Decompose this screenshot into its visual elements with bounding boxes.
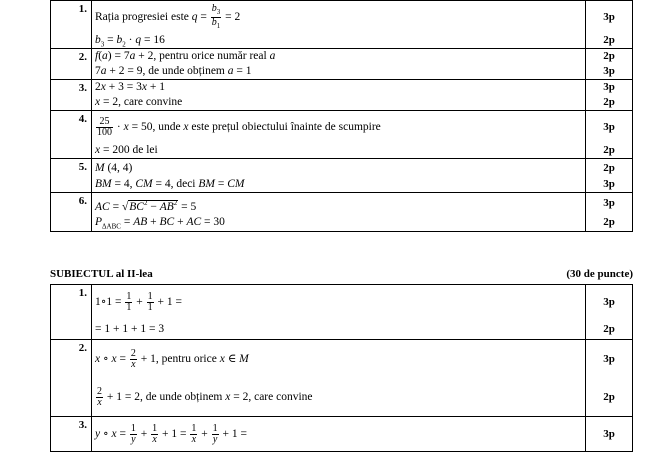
score: 3p bbox=[603, 81, 615, 93]
score: 3p bbox=[603, 178, 615, 190]
score: 3p bbox=[603, 197, 615, 209]
table-row bbox=[51, 417, 633, 452]
solution-line: y ∘ x = $\frac{1}{y}$ + $\frac{1}{x}$ + 1 = $\frac{1}{x}$ + $\frac{1}{y}$ + 1 = bbox=[95, 422, 247, 445]
solution-line: AC = $√BC^2 - AB^2 = 5$ bbox=[95, 199, 197, 213]
score: 2p bbox=[603, 216, 615, 228]
item-number: 6. bbox=[51, 193, 92, 232]
score: 2p bbox=[603, 34, 615, 46]
section1-table bbox=[50, 0, 633, 232]
item-number: 3. bbox=[51, 80, 92, 111]
table-row bbox=[51, 159, 633, 193]
table-row bbox=[51, 193, 633, 232]
solution-line: $\frac{25}{100}$ · x = 50, unde x este prețul obiectului înainte de scumpire bbox=[97, 115, 381, 138]
solution-line: x = 2, care convine bbox=[95, 96, 183, 108]
score: 3p bbox=[603, 353, 615, 365]
solution-line: BM = 4, CM = 4, deci BM = CM bbox=[95, 178, 245, 190]
solution-line: 2x + 3 = 3x + 1 bbox=[95, 81, 165, 93]
score: 3p bbox=[603, 121, 615, 133]
score: 2p bbox=[603, 144, 615, 156]
solution-line: = 1 + 1 + 1 = 3 bbox=[95, 323, 165, 335]
table-row bbox=[51, 49, 633, 80]
item-number: 4. bbox=[51, 111, 92, 159]
item-number: 3. bbox=[51, 417, 92, 452]
solution-line: $\frac{2}{x}$ + 1 = 2, de unde obținem x = 2, care convine bbox=[97, 385, 313, 408]
table-row bbox=[51, 80, 633, 111]
solution-line: 1∘1 = $\frac{1}{1}$ + $\frac{1}{1}$ + 1 = bbox=[95, 290, 182, 313]
table-row bbox=[51, 111, 633, 159]
table-row bbox=[51, 285, 633, 340]
score: 2p bbox=[603, 162, 615, 174]
solution-line: x ∘ x = $\frac{2}{x}$ + 1, pentru orice x ∈ M bbox=[95, 347, 249, 370]
table-row bbox=[51, 1, 633, 49]
item-number: 1. bbox=[51, 285, 92, 340]
item-number: 2. bbox=[51, 49, 92, 80]
solution-line: $P_{\Delta ABC}$ = AB + BC + AC = 30 bbox=[95, 216, 225, 231]
score: 3p bbox=[603, 428, 615, 440]
score: 2p bbox=[603, 50, 615, 62]
section2-table bbox=[50, 284, 633, 452]
section-title: SUBIECTUL al II-lea bbox=[50, 268, 153, 280]
solution-line: M (4, 4) bbox=[95, 162, 133, 174]
table-row bbox=[51, 340, 633, 417]
section-heading bbox=[50, 268, 633, 282]
score: 2p bbox=[603, 323, 615, 335]
item-number: 5. bbox=[51, 159, 92, 193]
solution-line: Rația progresiei este q = $\frac{b_3}{b_1}$ = 2 bbox=[95, 2, 241, 30]
solution-line: 7a + 2 = 9, de unde obținem a = 1 bbox=[95, 65, 252, 77]
score: 3p bbox=[603, 296, 615, 308]
item-number: 2. bbox=[51, 340, 92, 417]
solution-line: x = 200 de lei bbox=[95, 144, 158, 156]
item-number: 1. bbox=[51, 1, 92, 49]
score: 2p bbox=[603, 96, 615, 108]
section-points: (30 de puncte) bbox=[566, 268, 633, 280]
score: 3p bbox=[603, 11, 615, 23]
score: 3p bbox=[603, 65, 615, 77]
score: 2p bbox=[603, 391, 615, 403]
solution-line: $b_3 = b_2 \cdot q = 16$ bbox=[95, 34, 165, 48]
solution-line: f(a) = 7a + 2, pentru orice număr real a bbox=[95, 50, 276, 62]
